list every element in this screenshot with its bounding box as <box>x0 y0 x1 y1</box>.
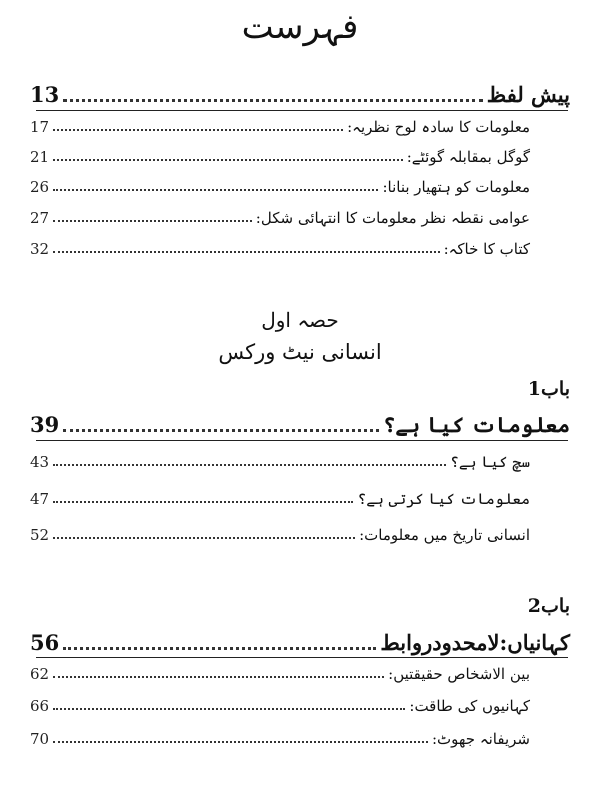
subentry-page: 32 <box>30 240 50 258</box>
toc-subentry <box>30 118 530 136</box>
divider <box>36 440 568 441</box>
toc-subentry <box>30 730 530 748</box>
subentry-title: معلومات کا سادہ لوح نظریہ: <box>347 118 530 136</box>
chapter-heading: معلومات کیا ہے؟ <box>383 412 570 437</box>
dot-leader <box>63 647 376 650</box>
subentry-page: 21 <box>30 148 50 166</box>
toc-subentry <box>30 697 530 715</box>
subentry-page: 47 <box>30 490 50 508</box>
chapter-page: 56 <box>30 630 60 655</box>
chapter-label: باب2 <box>527 595 570 617</box>
part-subtitle: انسانی نیٹ ورکس <box>218 340 382 364</box>
dot-leader <box>53 741 428 743</box>
subentry-title: کہانیوں کی طاقت: <box>409 697 530 715</box>
toc-subentry <box>30 526 530 544</box>
chapter-entry <box>30 630 570 655</box>
toc-subentry <box>30 665 530 683</box>
preface-heading: پیش لفظ <box>486 82 570 107</box>
dot-leader <box>63 429 379 432</box>
subentry-title: گوگل بمقابلہ گوئٹے: <box>406 148 530 166</box>
toc-subentry <box>30 148 530 166</box>
toc-subentry <box>30 453 530 471</box>
subentry-page: 43 <box>30 453 50 471</box>
chapter-heading: کہانیاں:لامحدودروابط <box>380 630 570 655</box>
dot-leader <box>53 708 405 710</box>
dot-leader <box>53 159 403 161</box>
subentry-title: معلومات کیا کرتی ہے؟ <box>357 490 530 508</box>
subentry-title: شریفانہ جھوٹ: <box>431 730 530 748</box>
divider <box>36 110 568 111</box>
toc-subentry <box>30 209 530 227</box>
dot-leader <box>53 251 439 253</box>
subentry-page: 27 <box>30 209 50 227</box>
dot-leader <box>53 189 378 191</box>
dot-leader <box>53 676 384 678</box>
subentry-page: 26 <box>30 178 50 196</box>
chapter-page: 39 <box>30 412 60 437</box>
preface-entry <box>30 82 570 107</box>
subentry-title: عوامی نقطہ نظر معلومات کا انتہائی شکل: <box>255 209 530 227</box>
dot-leader <box>53 129 343 131</box>
toc-subentry <box>30 490 530 508</box>
subentry-title: کتاب کا خاکہ: <box>443 240 530 258</box>
dot-leader <box>53 464 446 466</box>
subentry-page: 70 <box>30 730 50 748</box>
part-label: حصہ اول <box>261 308 339 332</box>
subentry-title: سچ کیا ہے؟ <box>450 453 530 471</box>
preface-page: 13 <box>30 82 60 107</box>
dot-leader <box>53 537 355 539</box>
toc-subentry <box>30 240 530 258</box>
page-title: فہرست <box>241 7 359 47</box>
dot-leader <box>53 220 252 222</box>
subentry-page: 17 <box>30 118 50 136</box>
subentry-title: انسانی تاریخ میں معلومات: <box>359 526 530 544</box>
subentry-page: 62 <box>30 665 50 683</box>
subentry-title: معلومات کو ہتھیار بنانا: <box>382 178 530 196</box>
subentry-title: بین الاشخاص حقیقتیں: <box>388 665 530 683</box>
dot-leader <box>53 501 353 503</box>
subentry-page: 66 <box>30 697 50 715</box>
dot-leader <box>63 99 483 102</box>
chapter-entry <box>30 412 570 437</box>
subentry-page: 52 <box>30 526 50 544</box>
toc-subentry <box>30 178 530 196</box>
chapter-label: باب1 <box>527 378 570 400</box>
divider <box>36 657 568 658</box>
